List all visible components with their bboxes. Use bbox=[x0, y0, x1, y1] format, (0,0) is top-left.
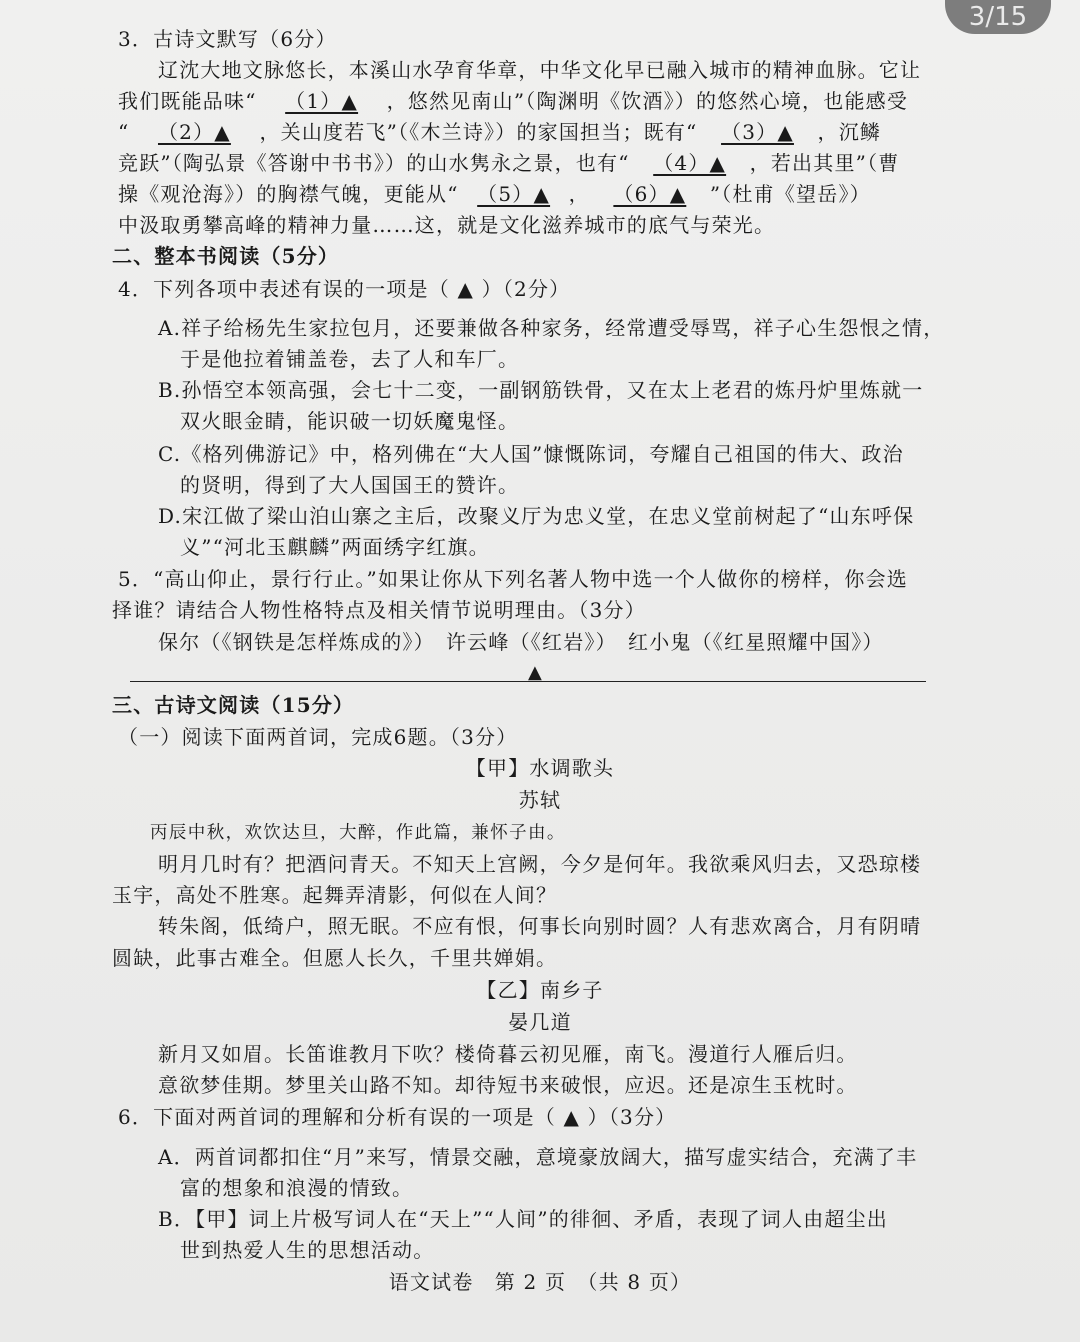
q3-text: ， bbox=[568, 182, 590, 206]
q3-line-4 bbox=[118, 151, 899, 175]
poem-jia-preface: 丙辰中秋，欢饮达旦，大醉，作此篇，兼怀子由。 bbox=[150, 823, 566, 843]
q3-line-3 bbox=[118, 120, 881, 144]
q3-line-5 bbox=[118, 182, 871, 206]
q5-line-1: 5．“高山仰止，景行行止。”如果让你从下列名著人物中选一个人做你的榜样，你会选 bbox=[118, 567, 908, 591]
q3-text: ，沉鳞 bbox=[817, 120, 882, 144]
q3-text: 竞跃”（陶弘景《答谢中书书》）的山水隽永之景，也有“ bbox=[118, 151, 630, 175]
q3-text: ，关山度若飞”（《木兰诗》）的家国担当；既有“ bbox=[259, 120, 698, 144]
page-footer: 语文试卷 第 2 页 （共 8 页） bbox=[388, 1270, 692, 1294]
q3-text: 操《观沧海》）的胸襟气魄，更能从“ bbox=[118, 182, 459, 206]
poem-yi-line-2: 意欲梦佳期。梦里关山路不知。却待短书来破恨，应迟。还是凉生玉枕时。 bbox=[158, 1073, 858, 1097]
q3-line-1: 辽沈大地文脉悠长，本溪山水孕育华章，中华文化早已融入城市的精神血脉。它让 bbox=[158, 58, 922, 82]
q4-option-a-line-2: 于是他拉着铺盖卷，去了人和车厂。 bbox=[180, 347, 520, 371]
q4-option-b-line-2: 双火眼金睛，能识破一切妖魔鬼怪。 bbox=[180, 409, 520, 433]
q6-stem: 6．下面对两首词的理解和分析有误的一项是（ ▲ ）（3分） bbox=[118, 1105, 677, 1129]
section-3-part-1: （一）阅读下面两首词，完成6题。（3分） bbox=[118, 725, 518, 749]
poem-yi-line-1: 新月又如眉。长笛谁教月下吹？楼倚暮云初见雁，南飞。漫道行人雁后归。 bbox=[158, 1042, 858, 1066]
answer-line bbox=[130, 681, 926, 682]
q5-options: 保尔（《钢铁是怎样炼成的》） 许云峰（《红岩》） 红小鬼（《红星照耀中国》） bbox=[158, 630, 884, 654]
poem-jia-line-3: 转朱阁，低绮户，照无眠。不应有恨，何事长向别时圆？人有悲欢离合，月有阴晴 bbox=[158, 914, 922, 938]
blank-6: （6）▲ bbox=[613, 182, 687, 206]
poem-jia-line-4: 圆缺，此事古难全。但愿人长久，千里共婵娟。 bbox=[112, 946, 558, 970]
blank-5: （5）▲ bbox=[477, 182, 551, 206]
q6-option-a-line-1: A．两首词都扣住“月”来写，情景交融，意境豪放阔大，描写虚实结合，充满了丰 bbox=[158, 1145, 918, 1169]
q6-option-a-line-2: 富的想象和浪漫的情致。 bbox=[180, 1176, 414, 1200]
blank-1: （1）▲ bbox=[285, 89, 359, 113]
q4-option-d-line-1: D.宋江做了梁山泊山寨之主后，改聚义厅为忠义堂，在忠义堂前树起了“山东呼保 bbox=[158, 504, 915, 528]
blank-4: （4）▲ bbox=[653, 151, 727, 175]
poem-jia-line-2: 玉宇，高处不胜寒。起舞弄清影，何似在人间？ bbox=[112, 883, 558, 907]
q3-text: ，悠然见南山”（陶渊明《饮酒》）的悠然心境，也能感受 bbox=[386, 89, 909, 113]
q3-text: ”（杜甫《望岳》） bbox=[709, 182, 871, 206]
q6-option-b-line-1: B．【甲】词上片极写词人在“天上”“人间”的徘徊、矛盾，表现了词人由超尘出 bbox=[158, 1207, 888, 1231]
q3-text: ，若出其里”（曹 bbox=[749, 151, 900, 175]
blank-2: （2）▲ bbox=[157, 120, 231, 144]
blank-3: （3）▲ bbox=[721, 120, 794, 144]
q3-title: 3．古诗文默写（6分） bbox=[118, 27, 337, 51]
answer-mark: ▲ bbox=[528, 662, 542, 683]
poem-jia-author: 苏轼 bbox=[518, 788, 562, 812]
section-3-heading: 三、古诗文阅读（15分） bbox=[112, 693, 355, 717]
q4-option-b-line-1: B.孙悟空本领高强，会七十二变，一副钢筋铁骨，又在太上老君的炼丹炉里炼就一 bbox=[158, 378, 924, 402]
q3-text: “ bbox=[118, 120, 130, 144]
page-counter-badge: 3/15 bbox=[945, 0, 1051, 34]
q3-line-6: 中汲取勇攀高峰的精神力量……这，就是文化滋养城市的底气与荣光。 bbox=[118, 213, 776, 237]
q4-option-d-line-2: 义”“河北玉麒麟”两面绣字红旗。 bbox=[180, 535, 490, 559]
q3-line-2 bbox=[118, 89, 908, 113]
q4-stem: 4．下列各项中表述有误的一项是（ ▲ ）（2分） bbox=[118, 277, 571, 301]
poem-jia-title: 【甲】水调歌头 bbox=[465, 756, 615, 780]
q4-option-c-line-2: 的贤明，得到了大人国国王的赞许。 bbox=[180, 473, 520, 497]
q4-option-a-line-1: A.祥子给杨先生家拉包月，还要兼做各种家务，经常遭受辱骂，祥子心生怨恨之情， bbox=[158, 316, 945, 340]
poem-yi-title: 【乙】南乡子 bbox=[476, 978, 604, 1002]
q5-line-2: 择谁？请结合人物性格特点及相关情节说明理由。（3分） bbox=[112, 598, 646, 622]
q3-text: 我们既能品味“ bbox=[118, 89, 257, 113]
section-2-heading: 二、整本书阅读（5分） bbox=[112, 244, 340, 268]
poem-yi-author: 晏几道 bbox=[508, 1010, 572, 1034]
q6-option-b-line-2: 世到热爱人生的思想活动。 bbox=[180, 1238, 435, 1262]
poem-jia-line-1: 明月几时有？把酒问青天。不知天上宫阙，今夕是何年。我欲乘风归去，又恐琼楼 bbox=[158, 852, 922, 876]
q4-option-c-line-1: C.《格列佛游记》中，格列佛在“大人国”慷慨陈词，夸耀自己祖国的伟大、政治 bbox=[158, 442, 904, 466]
